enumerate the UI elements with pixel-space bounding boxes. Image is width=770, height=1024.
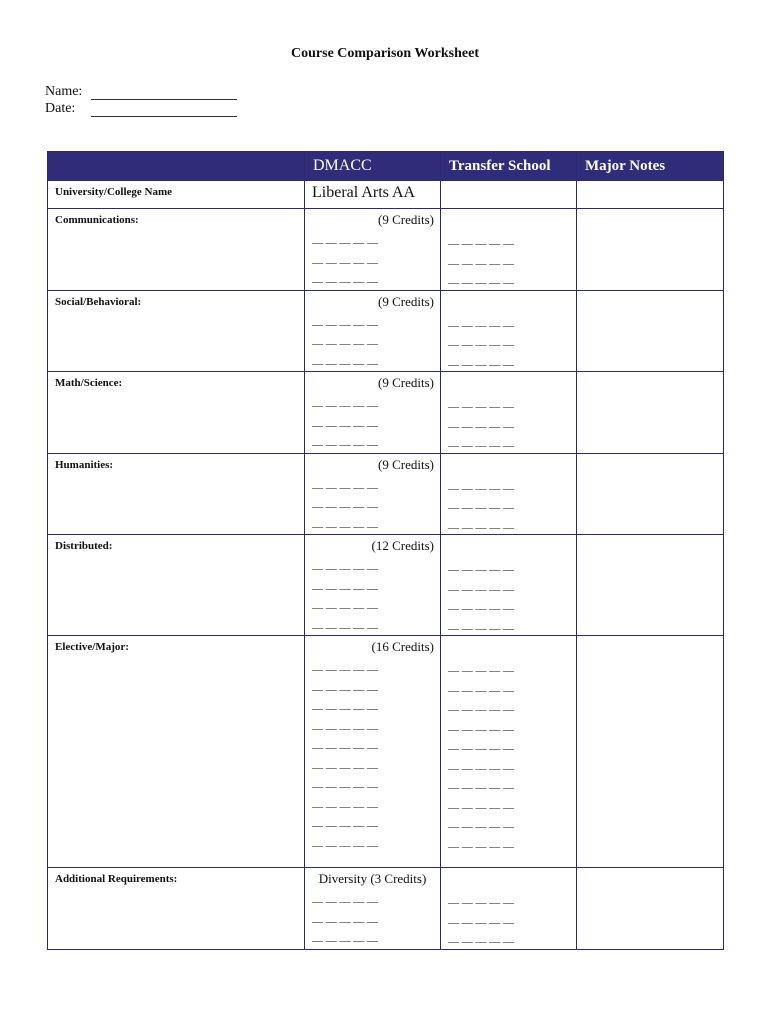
transfer-course-blank[interactable]: __ __ __ __ __ bbox=[448, 253, 514, 266]
credits-label: (16 Credits) bbox=[371, 639, 434, 654]
transfer-cell bbox=[441, 372, 577, 454]
table-header-row bbox=[48, 152, 724, 181]
dmacc-course-blank[interactable]: __ __ __ __ __ bbox=[312, 353, 378, 366]
transfer-course-blank[interactable]: __ __ __ __ __ bbox=[448, 893, 514, 905]
dmacc-course-blank[interactable]: __ __ __ __ __ bbox=[312, 435, 378, 447]
transfer-cell bbox=[441, 290, 577, 372]
transfer-course-blank[interactable]: __ __ __ __ __ bbox=[448, 517, 514, 530]
major-notes-cell[interactable] bbox=[577, 290, 724, 372]
dmacc-course-blank[interactable]: __ __ __ __ __ bbox=[312, 931, 378, 943]
transfer-course-blank[interactable]: __ __ __ __ __ bbox=[448, 478, 514, 491]
category-label: Social/Behavioral: bbox=[55, 295, 142, 308]
university-dmacc-cell bbox=[305, 181, 441, 209]
university-label-cell bbox=[48, 181, 305, 209]
table-row bbox=[48, 453, 724, 535]
dmacc-course-blank[interactable]: __ __ __ __ __ bbox=[312, 497, 378, 509]
transfer-course-blank[interactable]: __ __ __ __ __ bbox=[448, 719, 514, 732]
date-blank-line[interactable] bbox=[91, 102, 237, 117]
transfer-cell bbox=[441, 209, 577, 291]
transfer-course-blank[interactable]: __ __ __ __ __ bbox=[448, 912, 514, 925]
dmacc-course-blank[interactable]: __ __ __ __ __ bbox=[312, 660, 378, 672]
category-cell bbox=[48, 636, 305, 868]
transfer-course-blank[interactable]: __ __ __ __ __ bbox=[448, 797, 514, 810]
dmacc-cell bbox=[305, 372, 441, 454]
comparison-table bbox=[47, 151, 724, 950]
transfer-course-blank[interactable]: __ __ __ __ __ bbox=[448, 739, 514, 751]
transfer-cell bbox=[441, 636, 577, 868]
transfer-course-blank[interactable]: __ __ __ __ __ bbox=[448, 700, 514, 712]
major-notes-cell[interactable] bbox=[577, 453, 724, 535]
credits-label: (12 Credits) bbox=[371, 538, 434, 553]
credits-label: (9 Credits) bbox=[378, 293, 434, 309]
credits-label: Diversity (3 Credits) bbox=[318, 871, 427, 886]
dmacc-course-blank[interactable]: __ __ __ __ __ bbox=[312, 334, 378, 346]
category-cell bbox=[48, 372, 305, 454]
university-label: University/College Name bbox=[55, 186, 172, 198]
header-dmacc: DMACC bbox=[305, 152, 441, 181]
dmacc-cell bbox=[305, 453, 441, 535]
dmacc-cell bbox=[305, 535, 441, 636]
table-row bbox=[48, 636, 724, 868]
category-label: Distributed: bbox=[55, 540, 113, 552]
dmacc-course-blank[interactable]: __ __ __ __ __ bbox=[312, 314, 378, 327]
dmacc-course-blank[interactable]: __ __ __ __ __ bbox=[312, 617, 378, 630]
table-row bbox=[48, 290, 724, 372]
dmacc-course-blank[interactable]: __ __ __ __ __ bbox=[312, 516, 378, 529]
dmacc-course-blank[interactable]: __ __ __ __ __ bbox=[312, 252, 378, 265]
transfer-course-blank[interactable]: __ __ __ __ __ bbox=[448, 817, 514, 829]
transfer-cell bbox=[441, 868, 577, 950]
transfer-course-blank[interactable]: __ __ __ __ __ bbox=[448, 234, 514, 246]
major-notes-cell[interactable] bbox=[577, 868, 724, 950]
credits-label: (9 Credits) bbox=[378, 456, 434, 472]
dmacc-course-blank[interactable]: __ __ __ __ __ bbox=[312, 796, 378, 809]
date-label: Date: bbox=[45, 101, 76, 116]
category-cell bbox=[48, 453, 305, 535]
category-label: Communications: bbox=[55, 214, 139, 226]
transfer-cell bbox=[441, 453, 577, 535]
transfer-course-blank[interactable]: __ __ __ __ __ bbox=[448, 436, 514, 448]
category-cell bbox=[48, 535, 305, 636]
page-title: Course Comparison Worksheet bbox=[291, 46, 479, 61]
dmacc-course-blank[interactable]: __ __ __ __ __ bbox=[312, 911, 378, 924]
dmacc-course-blank[interactable]: __ __ __ __ __ bbox=[312, 578, 378, 591]
transfer-course-blank[interactable]: __ __ __ __ __ bbox=[448, 599, 514, 611]
dmacc-cell bbox=[305, 868, 441, 950]
name-field[interactable] bbox=[45, 84, 237, 100]
transfer-course-blank[interactable]: __ __ __ __ __ bbox=[448, 354, 514, 367]
transfer-course-blank[interactable]: __ __ __ __ __ bbox=[448, 335, 514, 347]
dmacc-course-blank[interactable]: __ __ __ __ __ bbox=[312, 835, 378, 848]
transfer-course-blank[interactable]: __ __ __ __ __ bbox=[448, 618, 514, 631]
dmacc-course-blank[interactable]: __ __ __ __ __ bbox=[312, 699, 378, 711]
major-notes-cell[interactable] bbox=[577, 535, 724, 636]
university-dmacc-value: Liberal Arts AA bbox=[312, 184, 416, 201]
category-label: Math/Science: bbox=[55, 377, 123, 389]
dmacc-course-blank[interactable]: __ __ __ __ __ bbox=[312, 598, 378, 610]
dmacc-course-blank[interactable]: __ __ __ __ __ bbox=[312, 757, 378, 770]
university-notes-cell[interactable] bbox=[577, 181, 724, 209]
transfer-course-blank[interactable]: __ __ __ __ __ bbox=[448, 273, 514, 285]
transfer-course-blank[interactable]: __ __ __ __ __ bbox=[448, 498, 514, 510]
transfer-course-blank[interactable]: __ __ __ __ __ bbox=[448, 560, 514, 572]
transfer-course-blank[interactable]: __ __ __ __ __ bbox=[448, 836, 514, 849]
transfer-course-blank[interactable]: __ __ __ __ __ bbox=[448, 758, 514, 771]
dmacc-course-blank[interactable]: __ __ __ __ __ bbox=[312, 738, 378, 750]
dmacc-course-blank[interactable]: __ __ __ __ __ bbox=[312, 233, 378, 245]
credits-label: (9 Credits) bbox=[378, 375, 434, 390]
header-blank-cell bbox=[48, 152, 305, 181]
dmacc-cell bbox=[305, 636, 441, 868]
credits-label: (9 Credits) bbox=[378, 212, 434, 227]
table-row bbox=[48, 372, 724, 454]
transfer-course-blank[interactable]: __ __ __ __ __ bbox=[448, 579, 514, 592]
dmacc-cell bbox=[305, 290, 441, 372]
dmacc-course-blank[interactable]: __ __ __ __ __ bbox=[312, 679, 378, 692]
dmacc-course-blank[interactable]: __ __ __ __ __ bbox=[312, 477, 378, 490]
dmacc-course-blank[interactable]: __ __ __ __ __ bbox=[312, 559, 378, 571]
dmacc-course-blank[interactable]: __ __ __ __ __ bbox=[312, 892, 378, 904]
transfer-course-blank[interactable]: __ __ __ __ __ bbox=[448, 680, 514, 693]
table-row bbox=[48, 209, 724, 291]
name-label: Name: bbox=[45, 84, 83, 99]
transfer-course-blank[interactable]: __ __ __ __ __ bbox=[448, 778, 514, 790]
category-cell bbox=[48, 290, 305, 372]
dmacc-course-blank[interactable]: __ __ __ __ __ bbox=[312, 777, 378, 789]
dmacc-course-blank[interactable]: __ __ __ __ __ bbox=[312, 396, 378, 408]
dmacc-course-blank[interactable]: __ __ __ __ __ bbox=[312, 272, 378, 284]
header-major-notes: Major Notes bbox=[577, 152, 724, 181]
dmacc-course-blank[interactable]: __ __ __ __ __ bbox=[312, 415, 378, 428]
transfer-course-blank[interactable]: __ __ __ __ __ bbox=[448, 932, 514, 944]
table-row bbox=[48, 868, 724, 950]
dmacc-cell bbox=[305, 209, 441, 291]
category-label: Humanities: bbox=[55, 458, 114, 471]
transfer-cell bbox=[441, 535, 577, 636]
category-label: Elective/Major: bbox=[55, 641, 129, 653]
category-label: Additional Requirements: bbox=[55, 873, 178, 885]
major-notes-cell[interactable] bbox=[577, 636, 724, 868]
table-row-university bbox=[48, 181, 724, 209]
dmacc-course-blank[interactable]: __ __ __ __ __ bbox=[312, 816, 378, 828]
major-notes-cell[interactable] bbox=[577, 372, 724, 454]
transfer-course-blank[interactable]: __ __ __ __ __ bbox=[448, 315, 514, 328]
category-cell bbox=[48, 868, 305, 950]
transfer-course-blank[interactable]: __ __ __ __ __ bbox=[448, 397, 514, 409]
name-blank-line[interactable] bbox=[91, 85, 237, 100]
header-transfer-school: Transfer School bbox=[441, 152, 577, 181]
major-notes-cell[interactable] bbox=[577, 209, 724, 291]
date-field[interactable] bbox=[45, 101, 237, 117]
transfer-course-blank[interactable]: __ __ __ __ __ bbox=[448, 661, 514, 673]
transfer-course-blank[interactable]: __ __ __ __ __ bbox=[448, 416, 514, 429]
university-transfer-cell[interactable] bbox=[441, 181, 577, 209]
category-cell bbox=[48, 209, 305, 291]
dmacc-course-blank[interactable]: __ __ __ __ __ bbox=[312, 718, 378, 731]
table-row bbox=[48, 535, 724, 636]
